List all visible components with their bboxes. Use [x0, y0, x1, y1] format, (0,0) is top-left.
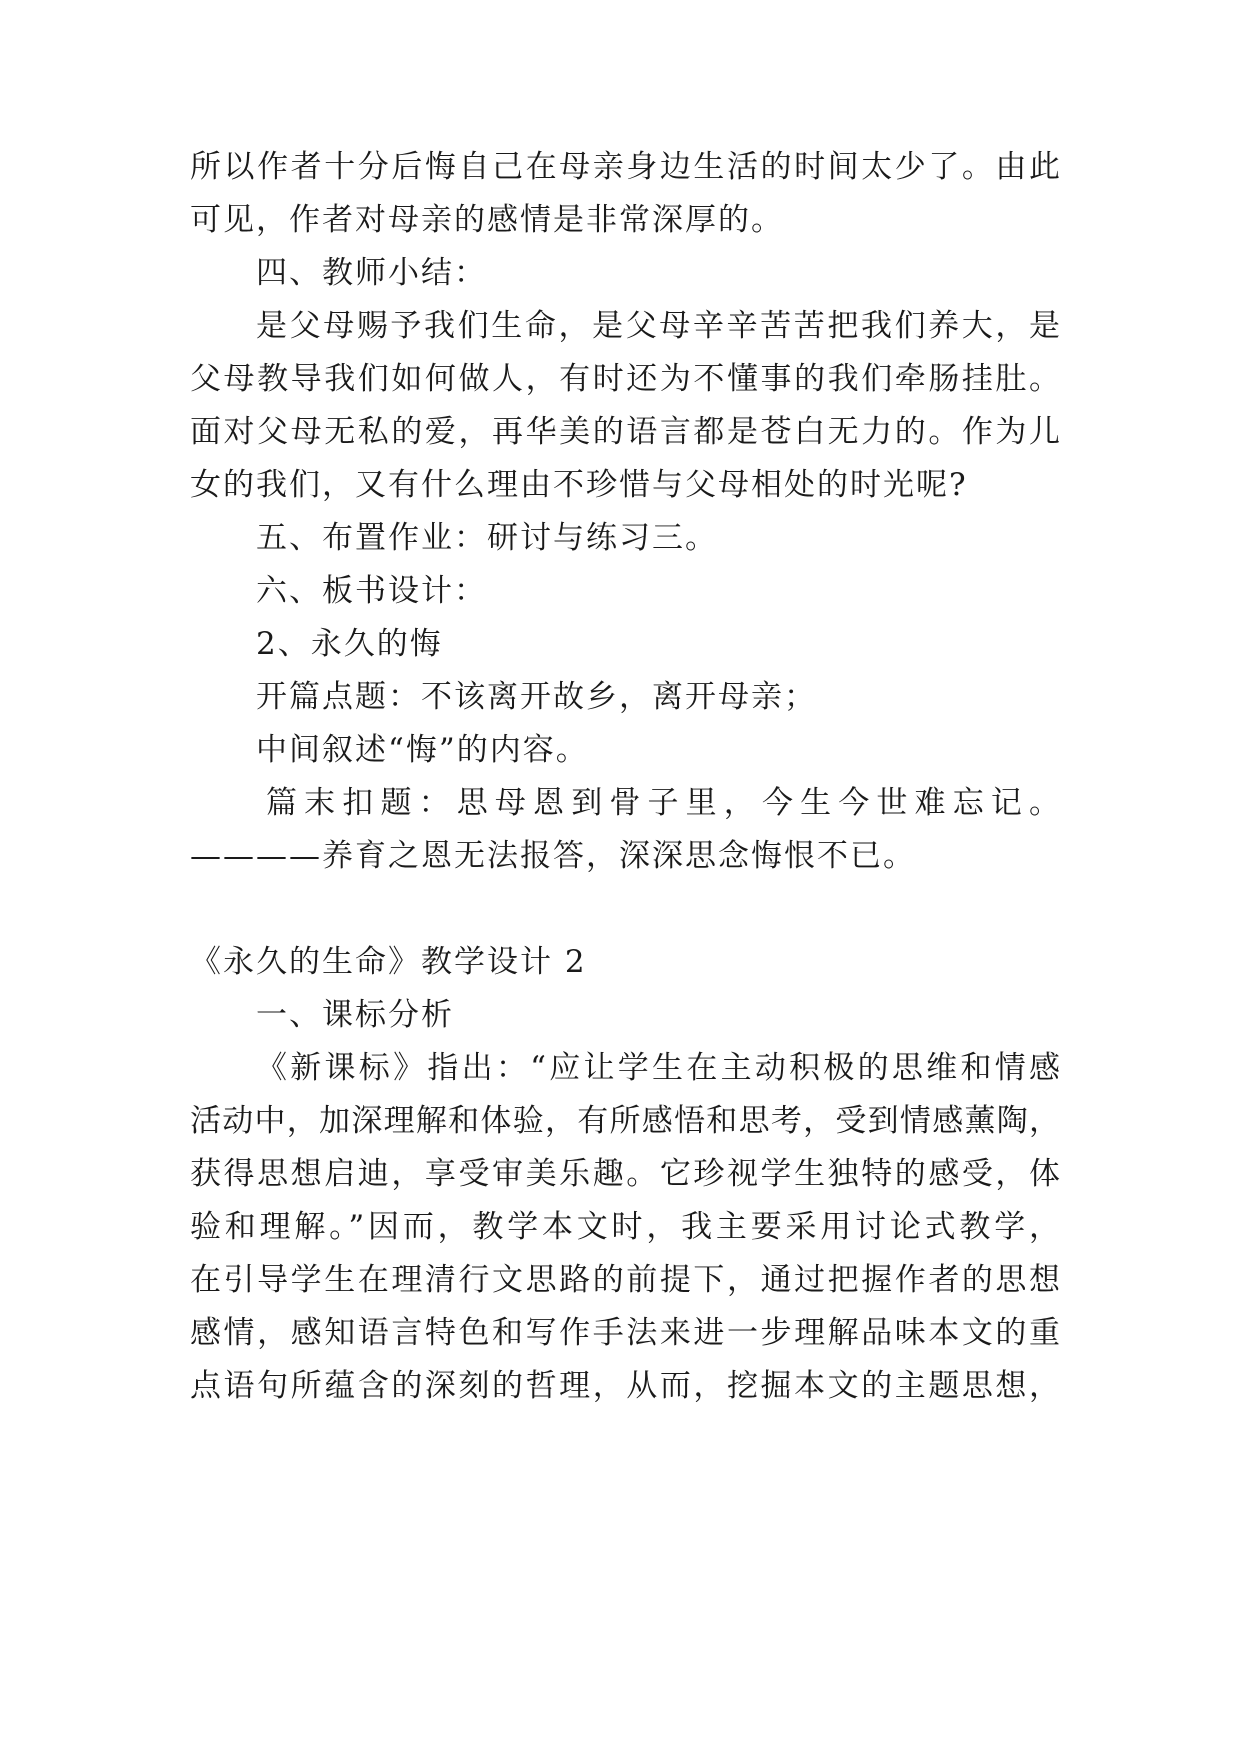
document-title: 《永久的生命》教学设计 2 [190, 944, 587, 980]
text-line: 中间叙述“悔”的内容。 [256, 732, 589, 768]
text-line: 获得思想启迪，享受审美乐趣。它珍视学生独特的感受，体 [190, 1156, 1060, 1192]
text-line: 可见，作者对母亲的感情是非常深厚的。 [190, 202, 784, 238]
text-line: 感情，感知语言特色和写作手法来进一步理解品味本文的重 [190, 1315, 1060, 1351]
text-line: ————养育之恩无法报答，深深思念悔恨不已。 [190, 838, 916, 874]
text-line: 面对父母无私的爱，再华美的语言都是苍白无力的。作为儿 [190, 414, 1060, 450]
text-line: 五、布置作业：研讨与练习三。 [256, 520, 718, 556]
text-line: 是父母赐予我们生命，是父母辛辛苦苦把我们养大，是 [256, 308, 1060, 344]
text-line: 活动中，加深理解和体验，有所感悟和思考，受到情感薰陶， [190, 1103, 1060, 1139]
text-line: 开篇点题：不该离开故乡，离开母亲； [256, 679, 817, 715]
board-title: 2、永久的悔 [256, 626, 443, 662]
text-line: 《新课标》指出：“应让学生在主动积极的思维和情感 [256, 1050, 1060, 1086]
text-line: 女的我们，又有什么理由不珍惜与父母相处的时光呢? [190, 467, 968, 503]
text-line: 验和理解。”因而，教学本文时，我主要采用讨论式教学， [190, 1209, 1060, 1245]
text-line: 所以作者十分后悔自己在母亲身边生活的时间太少了。由此 [190, 149, 1060, 185]
text-line: 点语句所蕴含的深刻的哲理，从而，挖掘本文的主题思想， [190, 1368, 1060, 1404]
text-line: 在引导学生在理清行文思路的前提下，通过把握作者的思想 [190, 1262, 1060, 1298]
section-heading: 一、课标分析 [256, 997, 454, 1033]
section-heading: 六、板书设计： [256, 573, 487, 609]
text-line: 篇末扣题：思母恩到骨子里，今生今世难忘记。 [266, 785, 1060, 821]
section-heading: 四、教师小结： [256, 255, 487, 291]
text-line: 父母教导我们如何做人，有时还为不懂事的我们牵肠挂肚。 [190, 361, 1060, 397]
